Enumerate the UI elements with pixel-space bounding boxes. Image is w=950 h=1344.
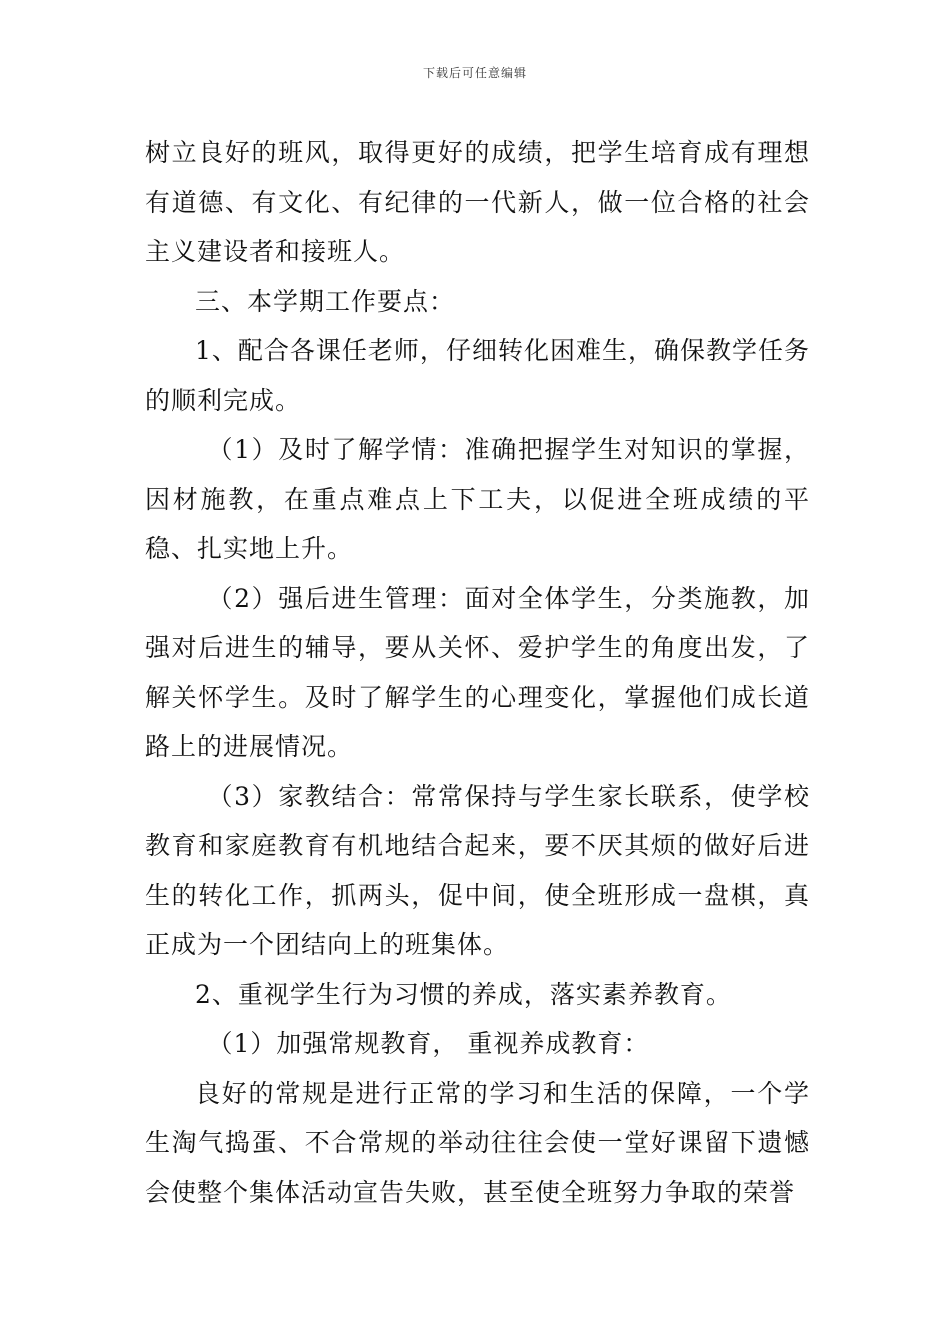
paragraph-subitem-1-2: （2）强后进生管理：面对全体学生，分类施教，加强对后进生的辅导，要从关怀、爱护学生的角度出发，了解关怀学生。及时了解学生的心理变化，掌握他们成长道路上的进展情况。 (145, 583, 810, 761)
paragraph-subitem-2-1: （1）加强常规教育， 重视养成教育： (207, 1029, 650, 1058)
paragraph-item-2: 2、重视学生行为习惯的养成，落实素养教育。 (195, 979, 732, 1009)
paragraph-subitem-1-1: （1）及时了解学情：准确把握学生对知识的掌握，因材施教，在重点难点上下工夫，以促进全班成绩的平稳、扎实地上升。 (145, 435, 810, 563)
paragraph-body-routine: 良好的常规是进行正常的学习和生活的保障，一个学生淘气捣蛋、不合常规的举动往往会使一堂好课留下遗憾会使整个集体活动宣告失败，甚至使全班努力争取的荣誉 (145, 1078, 810, 1207)
section-heading-work-points: 三、本学期工作要点： (195, 286, 456, 316)
paragraph-continuation: 树立良好的班风，取得更好的成绩，把学生培育成有理想有道德、有文化、有纪律的一代新人，做一位合格的社会主义建设者和接班人。 (145, 138, 810, 266)
paragraph-subitem-1-3: （3）家教结合：常常保持与学生家长联系，使学校教育和家庭教育有机地结合起来，要不厌其烦的做好后进生的转化工作，抓两头，促中间，使全班形成一盘棋，真正成为一个团结向上的班集体。 (145, 781, 810, 959)
document-body (145, 128, 810, 1217)
page-header: 下载后可任意编辑 (422, 66, 527, 80)
paragraph-item-1: 1、配合各课任老师，仔细转化困难生，确保教学任务的顺利完成。 (145, 336, 810, 415)
